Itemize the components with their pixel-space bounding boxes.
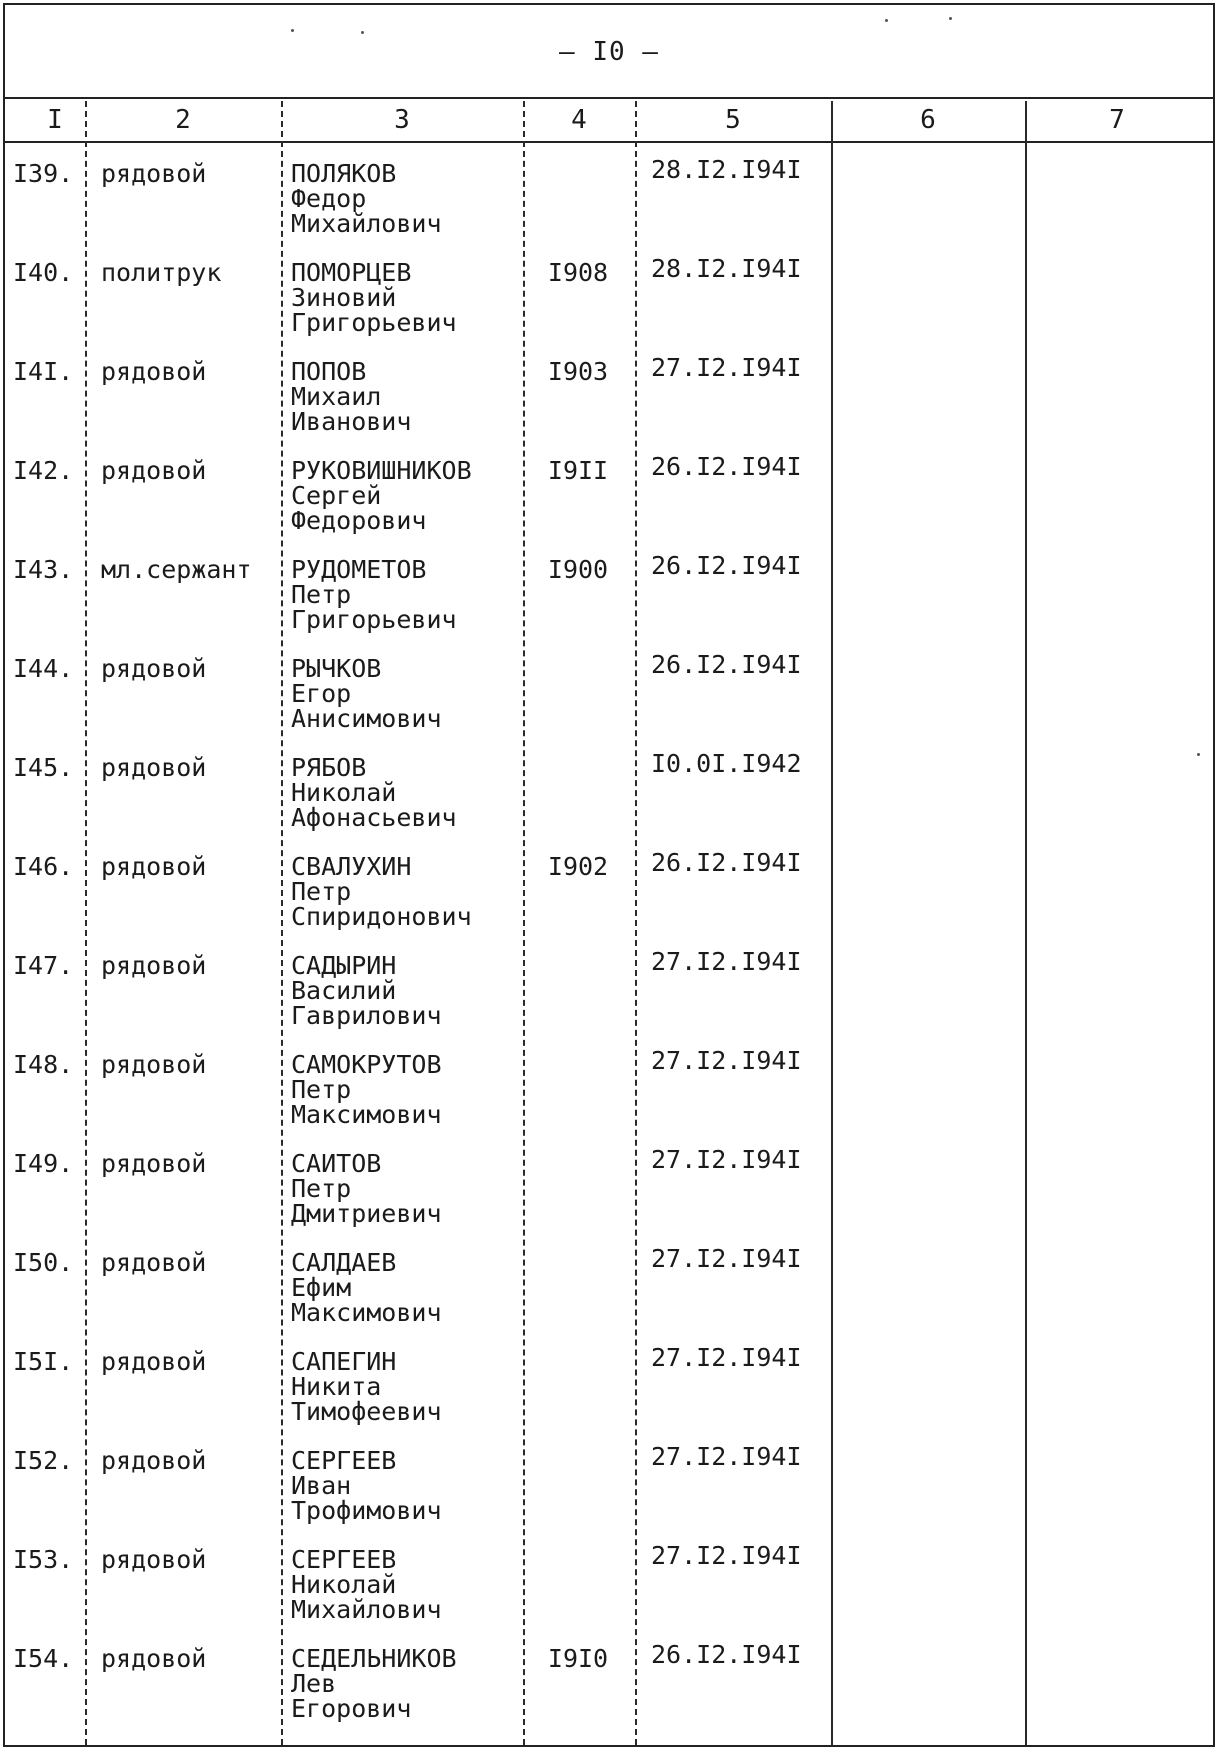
date: 26.I2.I94I: [651, 452, 802, 481]
first-name: Лев: [291, 1669, 337, 1698]
date: 27.I2.I94I: [651, 1541, 802, 1570]
patronymic: Григорьевич: [291, 605, 457, 634]
date: 26.I2.I94I: [651, 1640, 802, 1669]
rank: рядовой: [101, 951, 207, 980]
row-number: I49.: [13, 1149, 74, 1178]
page-number: – I0 –: [559, 37, 659, 67]
surname: СЕДЕЛЬНИКОВ: [291, 1644, 457, 1673]
table-row: [5, 1527, 1213, 1626]
column-header-3: 3: [394, 105, 410, 135]
rank: рядовой: [101, 1248, 207, 1277]
row-number: I45.: [13, 753, 74, 782]
row-number: I5I.: [13, 1347, 74, 1376]
surname: СЕРГЕЕВ: [291, 1446, 397, 1475]
full-name: [291, 755, 457, 830]
scan-speck: [361, 31, 364, 34]
first-name: Никита: [291, 1372, 382, 1401]
full-name: [291, 1547, 442, 1622]
first-name: Петр: [291, 877, 352, 906]
table-row: [5, 834, 1213, 933]
first-name: Петр: [291, 580, 352, 609]
rank: рядовой: [101, 852, 207, 881]
full-name: [291, 1646, 457, 1721]
row-number: I48.: [13, 1050, 74, 1079]
rank: политрук: [101, 258, 222, 287]
full-name: [291, 1052, 442, 1127]
date: 28.I2.I94I: [651, 254, 802, 283]
scan-speck: [1197, 753, 1200, 756]
date: I0.0I.I942: [651, 749, 802, 778]
row-number: I50.: [13, 1248, 74, 1277]
patronymic: Михайлович: [291, 209, 442, 238]
column-header-4: 4: [571, 105, 587, 135]
birth-year: I9I0: [547, 1644, 609, 1673]
row-number: I39.: [13, 159, 74, 188]
patronymic: Дмитриевич: [291, 1199, 442, 1228]
table-row: [5, 141, 1213, 240]
birth-year: I902: [547, 852, 609, 881]
patronymic: Егорович: [291, 1694, 412, 1723]
patronymic: Трофимович: [291, 1496, 442, 1525]
date: 26.I2.I94I: [651, 848, 802, 877]
row-number: I54.: [13, 1644, 74, 1673]
date: 27.I2.I94I: [651, 1145, 802, 1174]
surname: ПОПОВ: [291, 357, 367, 386]
patronymic: Иванович: [291, 407, 412, 436]
patronymic: Михайлович: [291, 1595, 442, 1624]
table-row: [5, 537, 1213, 636]
first-name: Егор: [291, 679, 352, 708]
row-number: I40.: [13, 258, 74, 287]
patronymic: Спиридонович: [291, 902, 472, 931]
date: 26.I2.I94I: [651, 551, 802, 580]
row-number: I44.: [13, 654, 74, 683]
full-name: [291, 854, 472, 929]
scan-speck: [291, 29, 294, 32]
patronymic: Афонасьевич: [291, 803, 457, 832]
rank: рядовой: [101, 357, 207, 386]
table-row: [5, 240, 1213, 339]
surname: САДЫРИН: [291, 951, 397, 980]
rank: рядовой: [101, 1644, 207, 1673]
rank: рядовой: [101, 159, 207, 188]
table-row: [5, 1230, 1213, 1329]
full-name: [291, 260, 457, 335]
first-name: Федор: [291, 184, 367, 213]
first-name: Василий: [291, 976, 397, 1005]
first-name: Михаил: [291, 382, 382, 411]
date: 27.I2.I94I: [651, 1343, 802, 1372]
table-row: [5, 933, 1213, 1032]
surname: РУКОВИШНИКОВ: [291, 456, 472, 485]
surname: СЕРГЕЕВ: [291, 1545, 397, 1574]
rank: рядовой: [101, 1050, 207, 1079]
rank: рядовой: [101, 456, 207, 485]
table-row: [5, 1626, 1213, 1725]
rank: рядовой: [101, 1446, 207, 1475]
row-number: I43.: [13, 555, 74, 584]
table-header: [5, 101, 1213, 143]
column-header-2: 2: [175, 105, 191, 135]
rank: рядовой: [101, 654, 207, 683]
birth-year: I900: [547, 555, 609, 584]
rank: рядовой: [101, 1545, 207, 1574]
table-row: [5, 1032, 1213, 1131]
full-name: [291, 557, 457, 632]
surname: РЫЧКОВ: [291, 654, 382, 683]
date: 27.I2.I94I: [651, 353, 802, 382]
row-number: I52.: [13, 1446, 74, 1475]
birth-year: I9II: [547, 456, 609, 485]
date: 27.I2.I94I: [651, 947, 802, 976]
top-rule: [5, 97, 1213, 99]
column-header-5: 5: [725, 105, 741, 135]
full-name: [291, 1250, 442, 1325]
full-name: [291, 1151, 442, 1226]
first-name: Николай: [291, 778, 397, 807]
patronymic: Анисимович: [291, 704, 442, 733]
surname: САИТОВ: [291, 1149, 382, 1178]
first-name: Сергей: [291, 481, 382, 510]
date: 27.I2.I94I: [651, 1442, 802, 1471]
column-header-7: 7: [1109, 105, 1125, 135]
surname: РЯБОВ: [291, 753, 367, 782]
document-page: [3, 3, 1215, 1747]
first-name: Иван: [291, 1471, 352, 1500]
patronymic: Гаврилович: [291, 1001, 442, 1030]
date: 27.I2.I94I: [651, 1046, 802, 1075]
patronymic: Григорьевич: [291, 308, 457, 337]
full-name: [291, 458, 472, 533]
scan-speck: [885, 19, 888, 22]
date: 28.I2.I94I: [651, 155, 802, 184]
column-header-1: I: [47, 105, 63, 135]
patronymic: Федорович: [291, 506, 427, 535]
table-row: [5, 735, 1213, 834]
patronymic: Тимофеевич: [291, 1397, 442, 1426]
full-name: [291, 656, 442, 731]
surname: ПОЛЯКОВ: [291, 159, 397, 188]
first-name: Петр: [291, 1174, 352, 1203]
rank: рядовой: [101, 1149, 207, 1178]
row-number: I4I.: [13, 357, 74, 386]
patronymic: Максимович: [291, 1100, 442, 1129]
birth-year: I903: [547, 357, 609, 386]
scan-speck: [949, 17, 952, 20]
surname: СВАЛУХИН: [291, 852, 412, 881]
patronymic: Максимович: [291, 1298, 442, 1327]
row-number: I46.: [13, 852, 74, 881]
full-name: [291, 161, 442, 236]
birth-year: I908: [547, 258, 609, 287]
surname: ПОМОРЦЕВ: [291, 258, 412, 287]
column-header-6: 6: [920, 105, 936, 135]
surname: САПЕГИН: [291, 1347, 397, 1376]
first-name: Ефим: [291, 1273, 352, 1302]
row-number: I42.: [13, 456, 74, 485]
table-row: [5, 1131, 1213, 1230]
table-row: [5, 339, 1213, 438]
table-row: [5, 636, 1213, 735]
full-name: [291, 1349, 442, 1424]
date: 27.I2.I94I: [651, 1244, 802, 1273]
table-row: [5, 438, 1213, 537]
date: 26.I2.I94I: [651, 650, 802, 679]
full-name: [291, 953, 442, 1028]
rank: рядовой: [101, 753, 207, 782]
table-row: [5, 1428, 1213, 1527]
rank: мл.сержант: [101, 555, 252, 584]
first-name: Зиновий: [291, 283, 397, 312]
row-number: I53.: [13, 1545, 74, 1574]
full-name: [291, 359, 411, 434]
row-number: I47.: [13, 951, 74, 980]
first-name: Петр: [291, 1075, 352, 1104]
surname: РУДОМЕТОВ: [291, 555, 427, 584]
rank: рядовой: [101, 1347, 207, 1376]
full-name: [291, 1448, 442, 1523]
table-row: [5, 1329, 1213, 1428]
surname: САМОКРУТОВ: [291, 1050, 442, 1079]
surname: САЛДАЕВ: [291, 1248, 397, 1277]
first-name: Николай: [291, 1570, 397, 1599]
